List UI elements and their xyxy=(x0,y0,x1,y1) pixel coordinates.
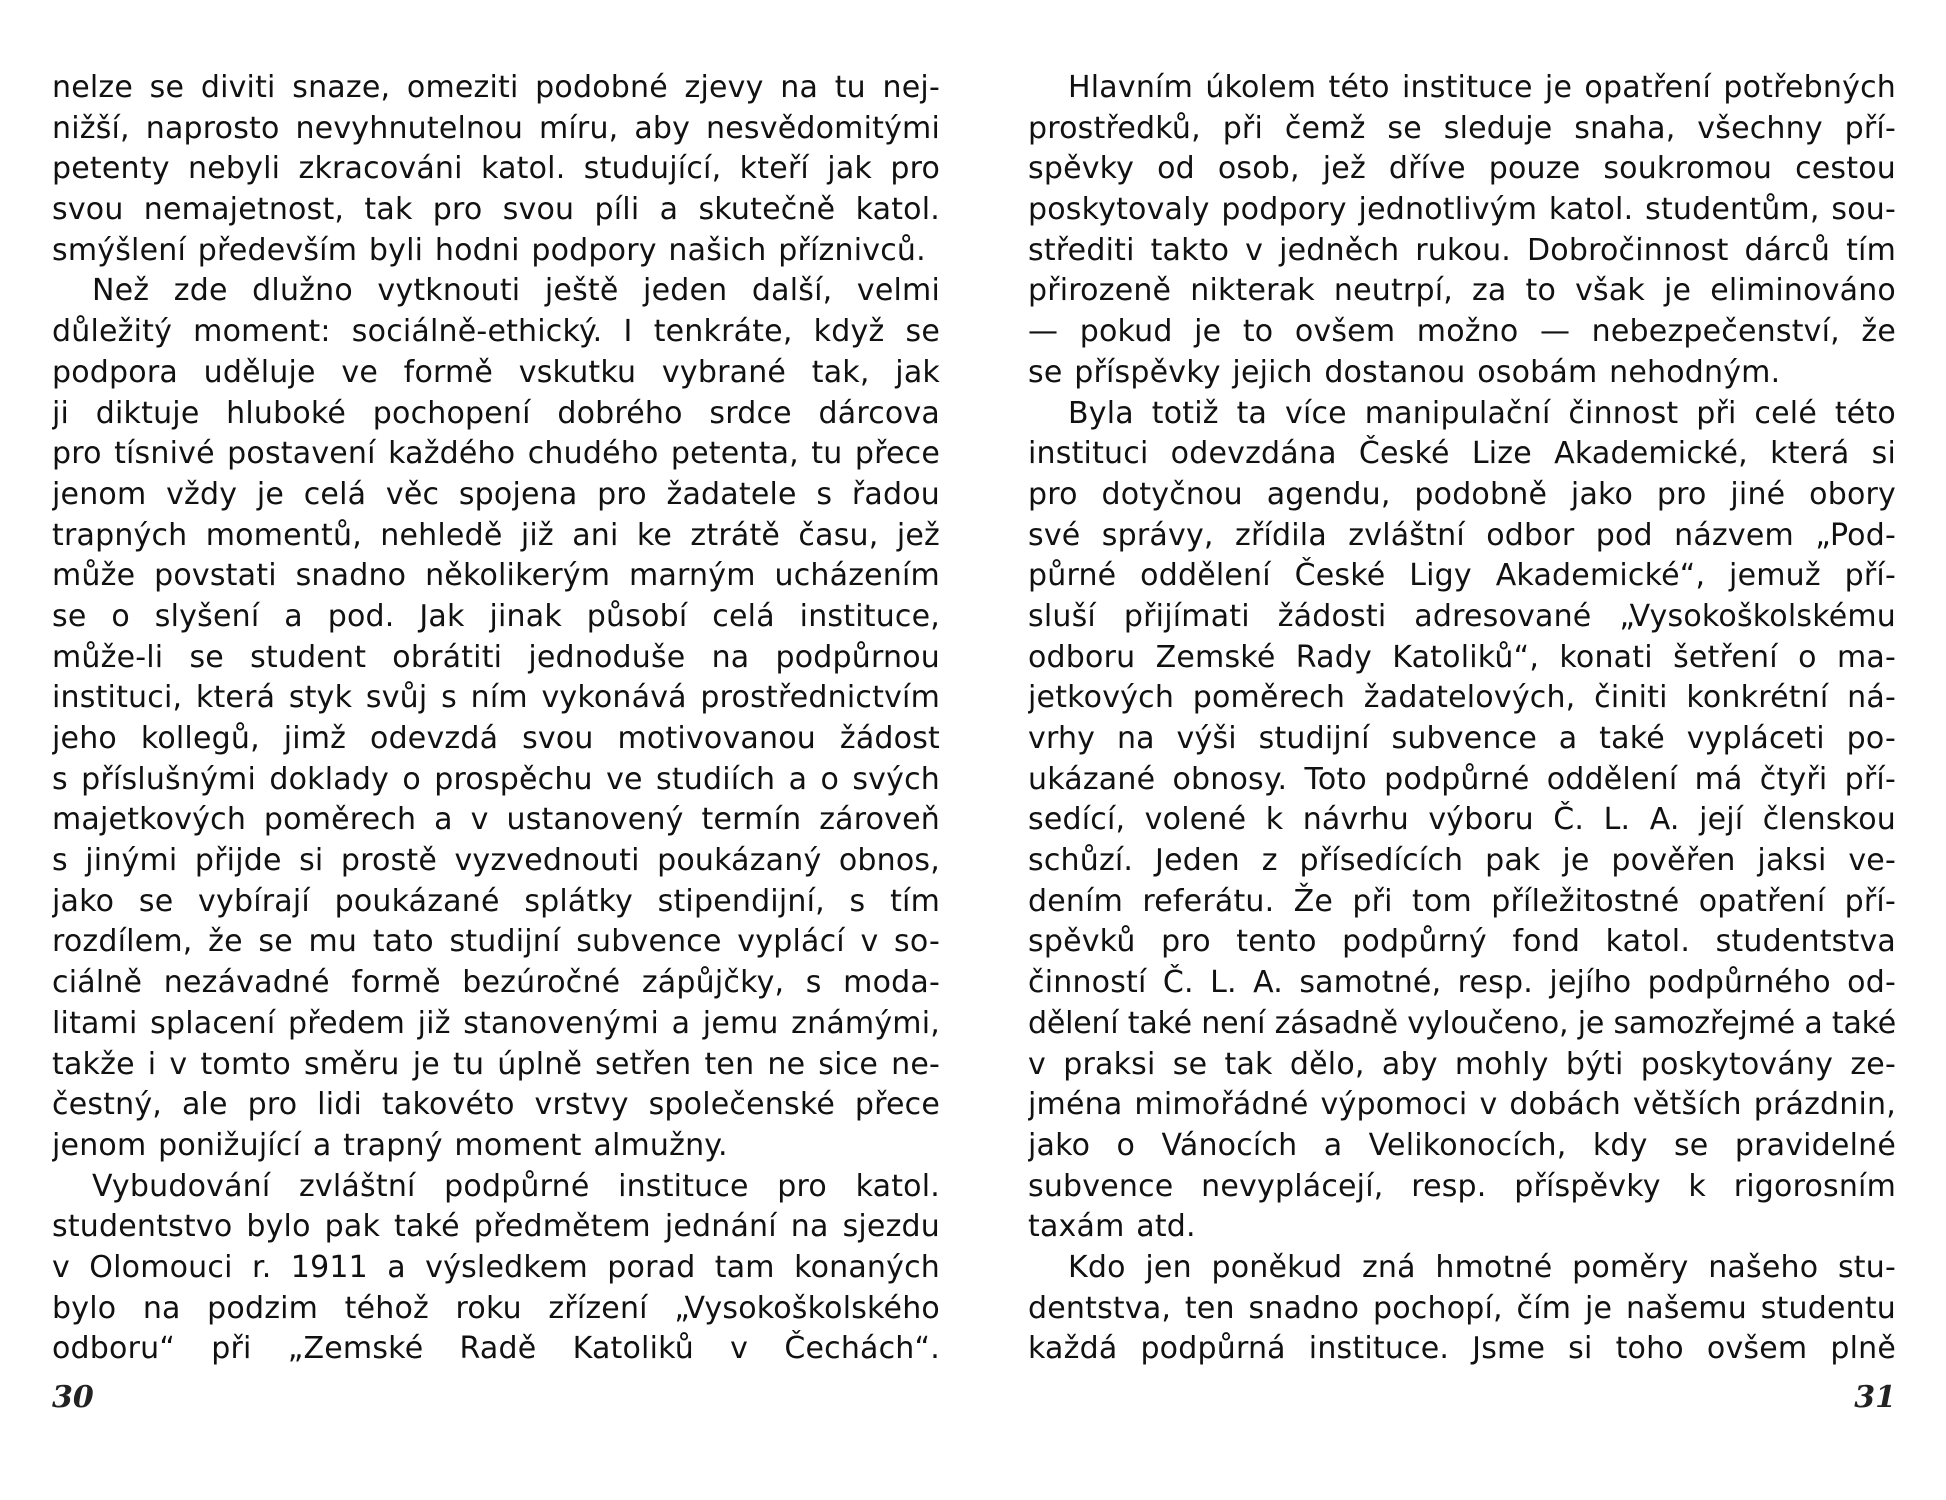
text-line: ciálně nezávadné formě bezúročné zápůjčky, s moda- xyxy=(52,965,940,1001)
text-line: dělení také není zásadně vyloučeno, je samozřejmé a také xyxy=(1028,1005,1896,1041)
right-page-text xyxy=(1028,68,1896,1370)
text-line: jetkových poměrech žadatelových, činiti konkrétní ná- xyxy=(1028,680,1896,716)
text-line: dením referátu. Že při tom příležitostné opatření pří- xyxy=(1028,883,1896,919)
text-line: odboru“ při „Zemské Radě Katoliků v Čechách“. xyxy=(52,1331,940,1367)
text-line: instituci, která styk svůj s ním vykonává prostřednictvím xyxy=(52,680,940,716)
left-page xyxy=(52,68,940,1428)
text-line: čestný, ale pro lidi takovéto vrstvy společenské přece xyxy=(52,1087,940,1123)
page-number: 31 xyxy=(1854,1380,1896,1415)
text-line: pro tísnivé postavení každého chudého petenta, tu přece xyxy=(52,436,940,472)
text-line: důležitý moment: sociálně-ethický. I tenkráte, když se xyxy=(52,314,940,350)
text-line: poskytovaly podpory jednotlivým katol. studentům, sou- xyxy=(1028,192,1896,228)
text-line: jeho kollegů, jimž odevzdá svou motivovanou žádost xyxy=(52,721,940,756)
text-line: jména mimořádné výpomoci v dobách větších prázdnin, xyxy=(1028,1087,1896,1123)
text-line: může povstati snadno několikerým marným ucházením xyxy=(52,558,940,594)
text-line: spěvky od osob, jež dříve pouze soukromou cestou xyxy=(1028,151,1896,187)
text-line: Vybudování zvláštní podpůrné instituce pro katol. xyxy=(92,1168,940,1204)
text-line: taxám atd. xyxy=(1028,1209,1196,1245)
text-line: podpora uděluje ve formě vskutku vybrané tak, jak xyxy=(52,354,940,390)
text-line: sedící, volené k návrhu výboru Č. L. A. její členskou xyxy=(1028,802,1896,838)
text-line: jenom ponižující a trapný moment almužny. xyxy=(52,1127,728,1163)
text-line: Hlavním úkolem této instituce je opatření potřebných xyxy=(1068,70,1896,105)
text-line: prostředků, při čemž se sleduje snaha, všechny pří- xyxy=(1028,110,1896,146)
text-line: ji diktuje hluboké pochopení dobrého srdce dárcova xyxy=(52,395,940,431)
text-line: — pokud je to ovšem možno — nebezpečenství, že xyxy=(1028,314,1896,350)
text-line: studentstvo bylo pak také předmětem jednání na sjezdu xyxy=(52,1209,940,1245)
text-line: jenom vždy je celá věc spojena pro žadatele s řadou xyxy=(52,476,940,512)
text-line: sluší přijímati žádosti adresované „Vysokoškolskému xyxy=(1028,598,1896,634)
text-line: každá podpůrná instituce. Jsme si toho ovšem plně xyxy=(1028,1331,1896,1367)
text-line: přirozeně nikterak neutrpí, za to však je eliminováno xyxy=(1028,273,1896,309)
text-line: Byla totiž ta více manipulační činnost při celé této xyxy=(1068,395,1896,431)
text-line: s příslušnými doklady o prospěchu ve studiích a o svých xyxy=(52,761,940,797)
text-line: s jinými přijde si prostě vyzvednouti poukázaný obnos, xyxy=(52,843,940,879)
text-line: se příspěvky jejich dostanou osobám nehodným. xyxy=(1028,354,1781,390)
text-line: se o slyšení a pod. Jak jinak působí celá instituce, xyxy=(52,598,940,634)
text-line: svou nemajetnost, tak pro svou píli a skutečně katol. xyxy=(52,192,940,228)
text-line: může-li se student obrátiti jednoduše na podpůrnou xyxy=(52,639,940,675)
text-line: Kdo jen poněkud zná hmotné poměry našeho stu- xyxy=(1068,1249,1896,1285)
text-line: půrné oddělení České Ligy Akademické“, jemuž pří- xyxy=(1028,558,1896,594)
text-line: takže i v tomto směru je tu úplně setřen ten ne sice ne- xyxy=(52,1046,940,1082)
left-page-text xyxy=(52,68,940,1370)
page-number: 30 xyxy=(52,1380,94,1415)
text-line: petenty nebyli zkracováni katol. studující, kteří jak pro xyxy=(52,151,940,187)
text-line: své správy, zřídila zvláštní odbor pod názvem „Pod- xyxy=(1028,517,1896,553)
text-line: v praksi se tak dělo, aby mohly býti poskytovány ze- xyxy=(1028,1046,1896,1082)
text-line: nelze se diviti snaze, omeziti podobné zjevy na tu nej- xyxy=(52,70,940,105)
text-line: odboru Zemské Rady Katoliků“, konati šetření o ma- xyxy=(1028,639,1896,675)
text-line: spěvků pro tento podpůrný fond katol. studentstva xyxy=(1028,924,1896,960)
text-line: jako o Vánocích a Velikonocích, kdy se pravidelné xyxy=(1028,1127,1896,1163)
text-line: litami splacení předem již stanovenými a jemu známými, xyxy=(52,1005,940,1041)
text-line: majetkových poměrech a v ustanovený termín zároveň xyxy=(52,802,940,838)
text-line: rozdílem, že se mu tato studijní subvence vyplácí v so- xyxy=(52,924,940,960)
text-line: dentstva, ten snadno pochopí, čím je našemu studentu xyxy=(1028,1290,1896,1326)
text-line: činností Č. L. A. samotné, resp. jejího podpůrného od- xyxy=(1028,965,1896,1001)
text-line: subvence nevyplácejí, resp. příspěvky k rigorosním xyxy=(1028,1168,1896,1204)
text-line: bylo na podzim téhož roku zřízení „Vysokoškolského xyxy=(52,1290,940,1326)
text-line: trapných momentů, nehledě již ani ke ztrátě času, jež xyxy=(52,517,940,553)
text-line: jako se vybírají poukázané splátky stipendijní, s tím xyxy=(52,883,940,919)
text-line: schůzí. Jeden z přísedících pak je pověřen jaksi ve- xyxy=(1028,843,1896,879)
text-line: pro dotyčnou agendu, podobně jako pro jiné obory xyxy=(1028,476,1896,512)
text-line: vrhy na výši studijní subvence a také vypláceti po- xyxy=(1028,721,1896,756)
right-page xyxy=(1028,68,1896,1428)
text-line: smýšlení především byli hodni podpory našich příznivců. xyxy=(52,232,926,268)
text-line: v Olomouci r. 1911 a výsledkem porad tam konaných xyxy=(52,1249,940,1285)
text-line: Než zde dlužno vytknouti ještě jeden další, velmi xyxy=(92,273,940,309)
text-line: instituci odevzdána České Lize Akademické, která si xyxy=(1028,436,1896,472)
text-line: ukázané obnosy. Toto podpůrné oddělení má čtyři pří- xyxy=(1028,761,1896,797)
text-line: střediti takto v jedněch rukou. Dobročinnost dárců tím xyxy=(1028,232,1896,268)
text-line: nižší, naprosto nevyhnutelnou míru, aby nesvědomitými xyxy=(52,110,940,146)
